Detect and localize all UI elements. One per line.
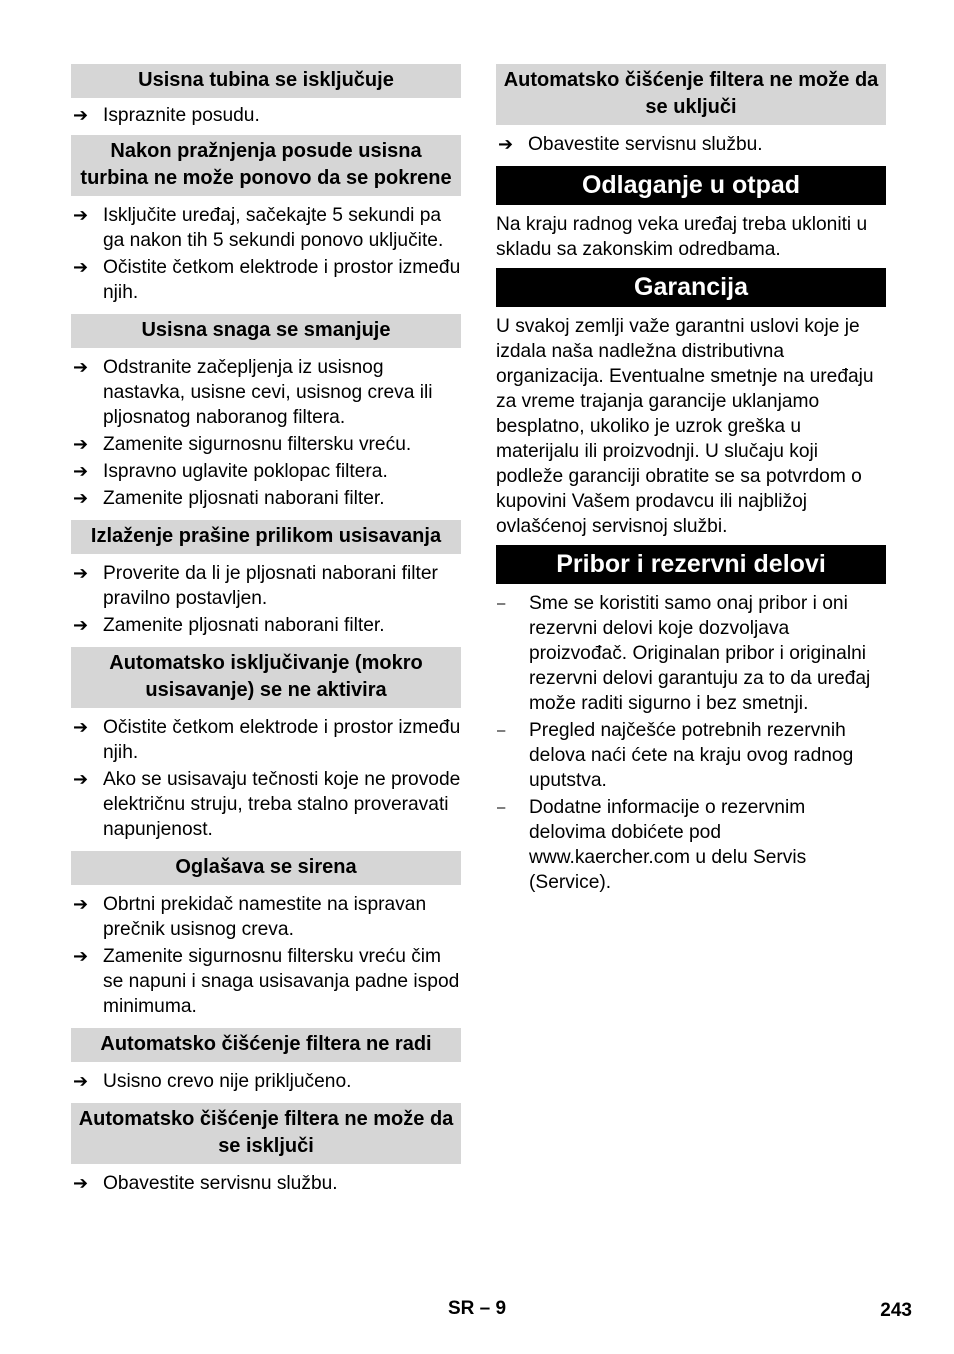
arrow-icon: ➔ — [73, 434, 89, 454]
instruction-list — [71, 715, 461, 842]
list-item: ➔ Obrtni prekidač namestite na ispravan prečnik usisnog creva. — [73, 894, 427, 940]
warranty-text: U svakoj zemlji važe garantni uslovi koje je izdala naša nadležna distributivna organizacija. Eventualne smetnje na uređaju za vreme trajanja garancije uklanjamo besplatno, ukoliko je uzrok greška u materijalu ili proizvodnji. U slučaju koji podleže garanciji obratite se sa potvrdom o kupovini Vašem prodavcu ili najbližoj ovlašćenoj servisnoj službi. — [496, 316, 874, 537]
section-heading: Automatsko čišćenje filtera ne može da se isključi — [71, 1103, 461, 1164]
arrow-icon: ➔ — [73, 488, 89, 508]
arrow-icon: ➔ — [73, 769, 89, 789]
arrow-icon: ➔ — [498, 134, 514, 154]
instruction-list — [71, 355, 461, 511]
instruction-list — [496, 132, 886, 157]
list-item: – Pregled najčešće potrebnih rezervnih delova naći ćete na kraju ovog radnog uputstva. — [497, 720, 854, 791]
list-item: ➔ Usisno crevo nije priključeno. — [73, 1071, 352, 1092]
section-heading: Nakon pražnjenja posude usisna turbina ne može ponovo da se pokrene — [71, 135, 461, 196]
accessories-heading: Pribor i rezervni delovi — [496, 545, 886, 584]
right-column — [496, 64, 886, 895]
instruction-list — [71, 1069, 461, 1094]
section-heading: Automatsko čišćenje filtera ne može da se uključi — [496, 64, 886, 125]
section-heading: Izlaženje prašine prilikom usisavanja — [71, 520, 461, 554]
list-item: – Sme se koristiti samo onaj pribor i oni rezervni delovi koje dozvoljava proizvođač. Originalan pribor i originalni rezervni delovi garantuju za to da uređaj može raditi sigurno i bez smetnji. — [497, 593, 871, 714]
arrow-icon: ➔ — [73, 461, 89, 481]
instruction-list — [71, 561, 461, 638]
arrow-icon: ➔ — [73, 717, 89, 737]
instruction-list — [71, 203, 461, 305]
footer-label: SR – 9 — [448, 1298, 507, 1319]
instruction-list — [71, 892, 461, 1019]
section-heading: Oglašava se sirena — [71, 851, 461, 885]
list-item: ➔ Zamenite pljosnati naborani filter. — [73, 488, 385, 509]
list-item: ➔ Odstranite začepljenja iz usisnog nastavka, usisne cevi, usisnog creva ili pljosnatog naboranog filtera. — [73, 357, 433, 428]
page-number: 243 — [880, 1300, 912, 1321]
list-item: ➔ Ispravno uglavite poklopac filtera. — [73, 461, 388, 482]
dash-icon: – — [497, 595, 506, 612]
section-heading: Automatsko isključivanje (mokro usisavanje) se ne aktivira — [71, 647, 461, 708]
list-item: ➔ Zamenite sigurnosnu filtersku vreću. — [73, 434, 412, 455]
disposal-text: Na kraju radnog veka uređaj treba ukloniti u skladu sa zakonskim odredbama. — [496, 214, 868, 260]
list-item: ➔ Obavestite servisnu službu. — [73, 1173, 338, 1194]
arrow-icon: ➔ — [73, 205, 89, 225]
list-item: ➔ Ispraznite posudu. — [73, 105, 260, 126]
list-item: ➔ Očistite četkom elektrode i prostor između njih. — [73, 257, 461, 303]
dash-icon: – — [497, 799, 506, 816]
left-column — [71, 64, 461, 1196]
list-item: – Dodatne informacije o rezervnim delovima dobićete pod www.kaercher.com u delu Servis (Service). — [497, 797, 807, 893]
list-item: ➔ Zamenite pljosnati naborani filter. — [73, 615, 385, 636]
instruction-list — [71, 1171, 461, 1196]
accessories-list — [496, 591, 886, 895]
arrow-icon: ➔ — [73, 615, 89, 635]
arrow-icon: ➔ — [73, 946, 89, 966]
list-item: ➔ Proverite da li je pljosnati naborani filter pravilno postavljen. — [73, 563, 438, 609]
section-heading: Usisna snaga se smanjuje — [71, 314, 461, 348]
list-item: ➔ Isključite uređaj, sačekajte 5 sekundi pa ga nakon tih 5 sekundi ponovo uključite. — [73, 205, 444, 251]
dash-icon: – — [497, 722, 506, 739]
list-item: ➔ Ako se usisavaju tečnosti koje ne provode električnu struju, treba stalno proveravati napunjenost. — [73, 769, 461, 840]
arrow-icon: ➔ — [73, 105, 89, 125]
arrow-icon: ➔ — [73, 257, 89, 277]
arrow-icon: ➔ — [73, 1173, 89, 1193]
instruction-list — [71, 103, 461, 128]
arrow-icon: ➔ — [73, 894, 89, 914]
arrow-icon: ➔ — [73, 357, 89, 377]
list-item: ➔ Obavestite servisnu službu. — [498, 134, 763, 155]
arrow-icon: ➔ — [73, 563, 89, 583]
list-item: ➔ Zamenite sigurnosnu filtersku vreću čim se napuni i snaga usisavanja padne ispod minimuma. — [73, 946, 460, 1017]
disposal-heading: Odlaganje u otpad — [496, 166, 886, 205]
section-heading: Automatsko čišćenje filtera ne radi — [71, 1028, 461, 1062]
warranty-heading: Garancija — [496, 268, 886, 307]
arrow-icon: ➔ — [73, 1071, 89, 1091]
section-heading: Usisna tubina se isključuje — [71, 64, 461, 98]
list-item: ➔ Očistite četkom elektrode i prostor između njih. — [73, 717, 461, 763]
